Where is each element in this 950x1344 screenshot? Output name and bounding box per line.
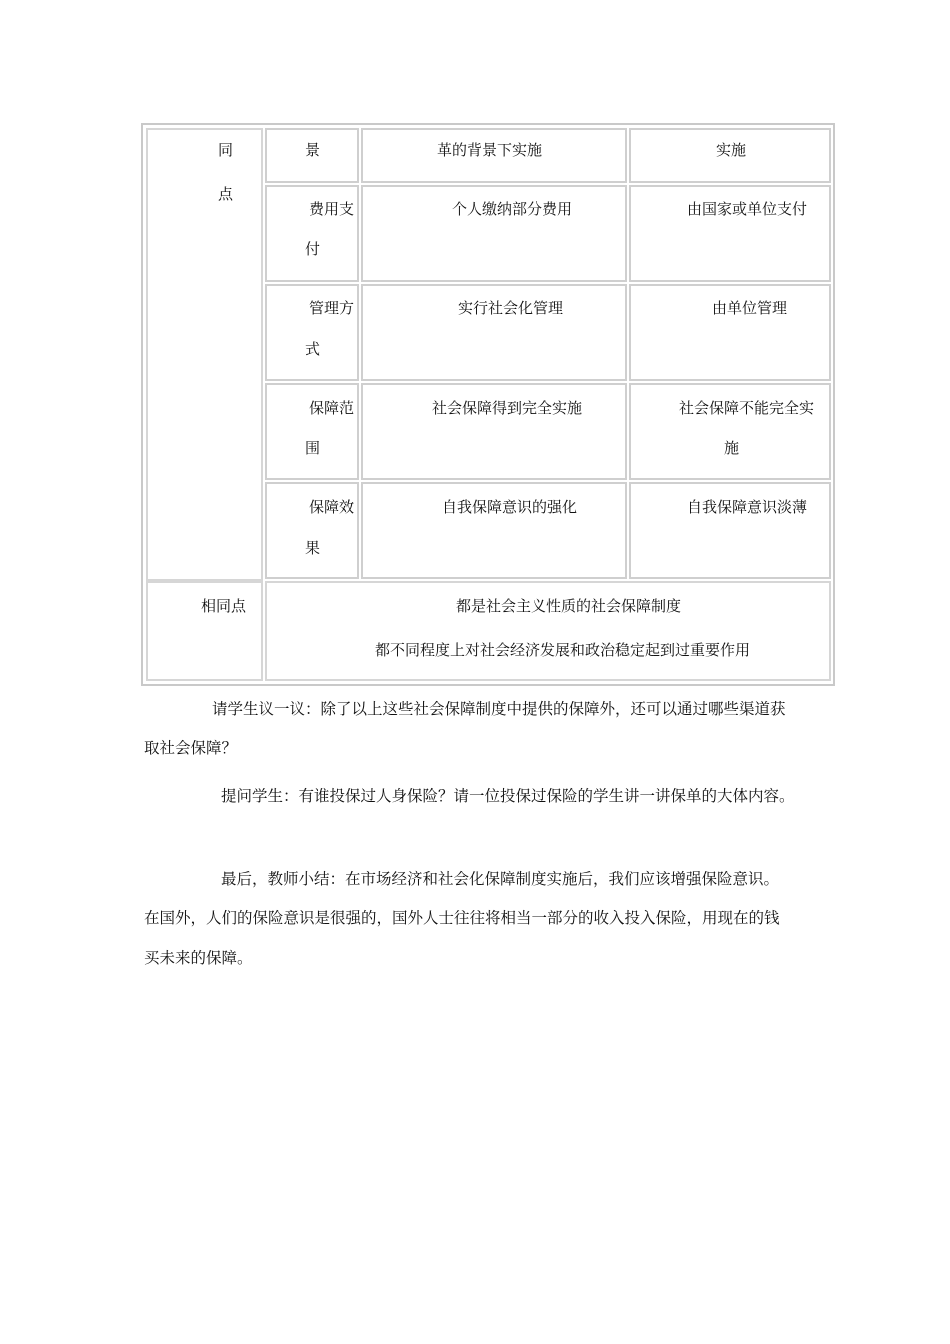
diff-label-char1: 同: [218, 141, 234, 159]
diff-label-cell: [146, 128, 263, 581]
row3-col1: 实行社会化管理: [458, 299, 564, 317]
row4-col1: 社会保障得到完全实施: [432, 399, 583, 417]
row1-col2: 实施: [716, 141, 747, 159]
row4-aspect-line1: 保障范: [309, 399, 355, 417]
row4-col2-line1: 社会保障不能完全实: [679, 399, 815, 417]
row4-aspect-line2: 围: [305, 439, 321, 457]
row5-col2: 自我保障意识淡薄: [687, 498, 808, 516]
row5-col1: 自我保障意识的强化: [442, 498, 578, 516]
row1-col1: 革的背景下实施: [437, 141, 543, 159]
row2-col2: 由国家或单位支付: [687, 200, 808, 218]
paragraph-summary-line1: 最后，教师小结：在市场经济和社会化保障制度实施后，我们应该增强保险意识。: [221, 870, 780, 888]
row3-col2: 由单位管理: [712, 299, 788, 317]
paragraph-discussion-line1: 请学生议一议：除了以上这些社会保障制度中提供的保障外，还可以通过哪些渠道获: [212, 700, 786, 718]
row2-col1: 个人缴纳部分费用: [452, 200, 573, 218]
row5-aspect-line1: 保障效: [309, 498, 355, 516]
same-line1: 都是社会主义性质的社会保障制度: [456, 597, 682, 615]
paragraph-summary-line2: 在国外，人们的保险意识是很强的，国外人士往往将相当一部分的收入投入保险，用现在的钱: [144, 909, 780, 927]
same-label: 相同点: [201, 597, 247, 615]
row2-aspect-line2: 付: [305, 240, 321, 258]
paragraph-discussion-line2: 取社会保障？: [144, 739, 238, 757]
row2-aspect-line1: 费用支: [309, 200, 355, 218]
same-line2: 都不同程度上对社会经济发展和政治稳定起到过重要作用: [375, 641, 751, 659]
row4-col2-line2: 施: [724, 439, 740, 457]
row1-aspect: 景: [305, 141, 321, 159]
diff-label-char2: 点: [218, 185, 234, 203]
paragraph-summary-line3: 买未来的保障。: [144, 949, 253, 967]
paragraph-question: 提问学生：有谁投保过人身保险？请一位投保过保险的学生讲一讲保单的大体内容。: [221, 787, 795, 805]
row3-aspect-line1: 管理方: [309, 299, 355, 317]
row5-aspect-line2: 果: [305, 539, 321, 557]
row3-aspect-line2: 式: [305, 340, 321, 358]
